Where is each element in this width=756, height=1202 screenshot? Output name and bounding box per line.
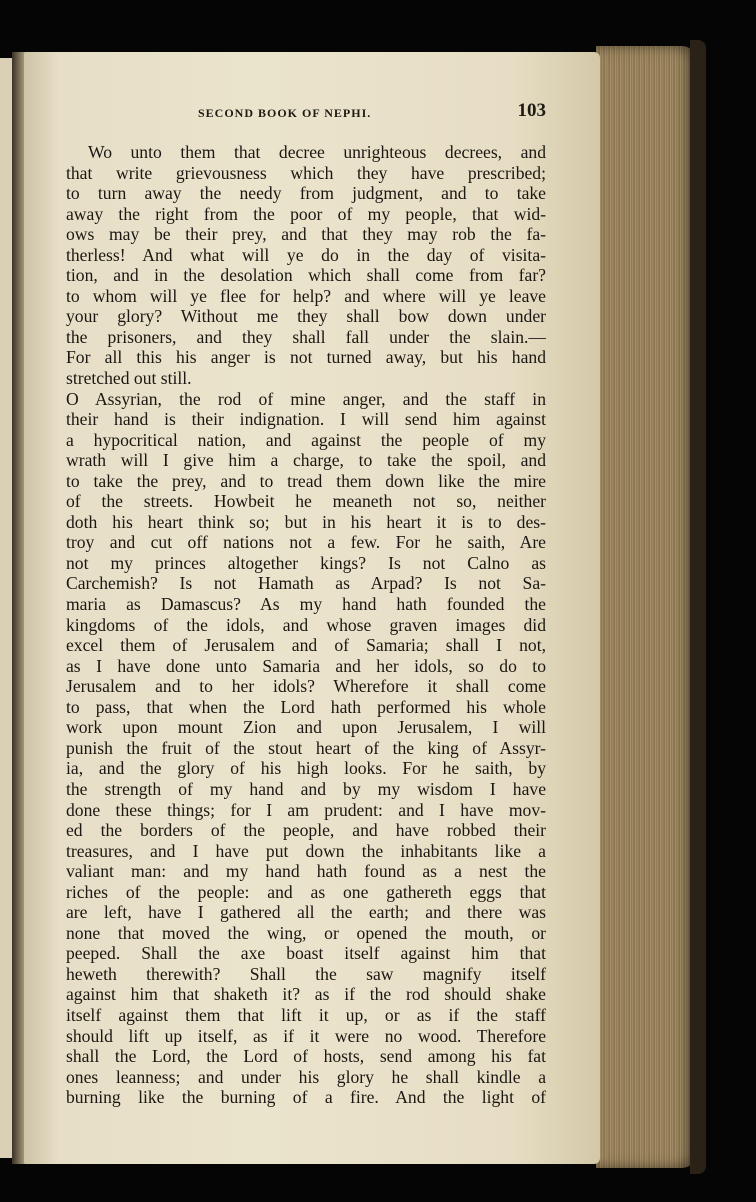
text-line: against him that shaketh it? as if the rod should shake xyxy=(66,984,546,1005)
text-line: to turn away the needy from judgment, and to take xyxy=(66,183,546,204)
text-line: valiant man: and my hand hath found as a nest the xyxy=(66,861,546,882)
text-line: Jerusalem and to her idols? Wherefore it shall come xyxy=(66,676,546,697)
text-line: that write grievousness which they have prescribed; xyxy=(66,162,546,183)
text-line: tion, and in the desolation which shall come from far? xyxy=(66,265,546,286)
text-line: troy and cut off nations not a few. For he saith, Are xyxy=(66,532,546,553)
text-line: riches of the people: and as one gathereth eggs that xyxy=(66,881,546,902)
text-line: your glory? Without me they shall bow down under xyxy=(66,306,546,327)
text-line: their hand is their indignation. I will send him against xyxy=(66,409,546,430)
text-line: doth his heart think so; but in his heart it is to des- xyxy=(66,511,546,532)
text-line: kingdoms of the idols, and whose graven images did xyxy=(66,614,546,635)
text-line: done these things; for I am prudent: and I have mov- xyxy=(66,799,546,820)
text-line: away the right from the poor of my people, that wid- xyxy=(66,203,546,224)
text-line: itself against them that lift it up, or as if the staff xyxy=(66,1004,546,1025)
text-line: For all this his anger is not turned away, but his hand xyxy=(66,347,546,368)
page-body-text xyxy=(66,142,546,1108)
text-line: therless! And what will ye do in the day of visita- xyxy=(66,244,546,265)
text-line: Wo unto them that decree unrighteous decrees, and xyxy=(88,142,546,162)
text-line: stretched out still. xyxy=(66,368,192,389)
text-line: as I have done unto Samaria and her idols, so do to xyxy=(66,655,546,676)
text-line: ows may be their prey, and that they may rob the fa- xyxy=(66,224,546,245)
text-line: Carchemish? Is not Hamath as Arpad? Is not Sa- xyxy=(66,573,546,594)
text-line: excel them of Jerusalem and of Samaria; shall I not, xyxy=(66,635,546,656)
text-line: shall the Lord, the Lord of hosts, send among his fat xyxy=(66,1046,546,1067)
text-line: work upon mount Zion and upon Jerusalem, I will xyxy=(66,717,546,738)
text-line: none that moved the wing, or opened the mouth, or xyxy=(66,922,546,943)
text-line: treasures, and I have put down the inhabitants like a xyxy=(66,840,546,861)
text-line: the prisoners, and they shall fall under the slain.— xyxy=(66,326,546,347)
text-line: ed the borders of the people, and have robbed their xyxy=(66,820,546,841)
page-block-edge xyxy=(596,46,696,1168)
text-line: to whom will ye flee for help? and where will ye leave xyxy=(66,285,546,306)
text-line: punish the fruit of the stout heart of the king of Assyr- xyxy=(66,737,546,758)
text-line: peeped. Shall the axe boast itself against him that xyxy=(66,943,546,964)
text-line: burning like the burning of a fire. And the light of xyxy=(66,1087,546,1108)
text-line: of the streets. Howbeit he meaneth not so, neither xyxy=(66,491,546,512)
book-cover-edge xyxy=(690,40,706,1174)
page-number: 103 xyxy=(517,100,546,121)
text-line: heweth therewith? Shall the saw magnify itself xyxy=(66,963,546,984)
text-line: are left, have I gathered all the earth; and there was xyxy=(66,902,546,923)
text-line: not my princes altogether kings? Is not Calno as xyxy=(66,552,546,573)
text-line: O Assyrian, the rod of mine anger, and the staff in xyxy=(66,388,546,409)
text-line: to take the prey, and to tread them down like the mire xyxy=(66,470,546,491)
text-line: maria as Damascus? As my hand hath founded the xyxy=(66,594,546,615)
page-header xyxy=(64,100,546,130)
text-line: ia, and the glory of his high looks. For he saith, by xyxy=(66,758,546,779)
text-line: to pass, that when the Lord hath performed his whole xyxy=(66,696,546,717)
text-line: a hypocritical nation, and against the people of my xyxy=(66,429,546,450)
text-line: the strength of my hand and by my wisdom I have xyxy=(66,778,546,799)
text-line: wrath will I give him a charge, to take the spoil, and xyxy=(66,450,546,471)
text-line: ones leanness; and under his glory he shall kindle a xyxy=(66,1066,546,1087)
text-line: should lift up itself, as if it were no wood. Therefore xyxy=(66,1025,546,1046)
running-head: SECOND BOOK OF NEPHI. xyxy=(198,106,372,120)
